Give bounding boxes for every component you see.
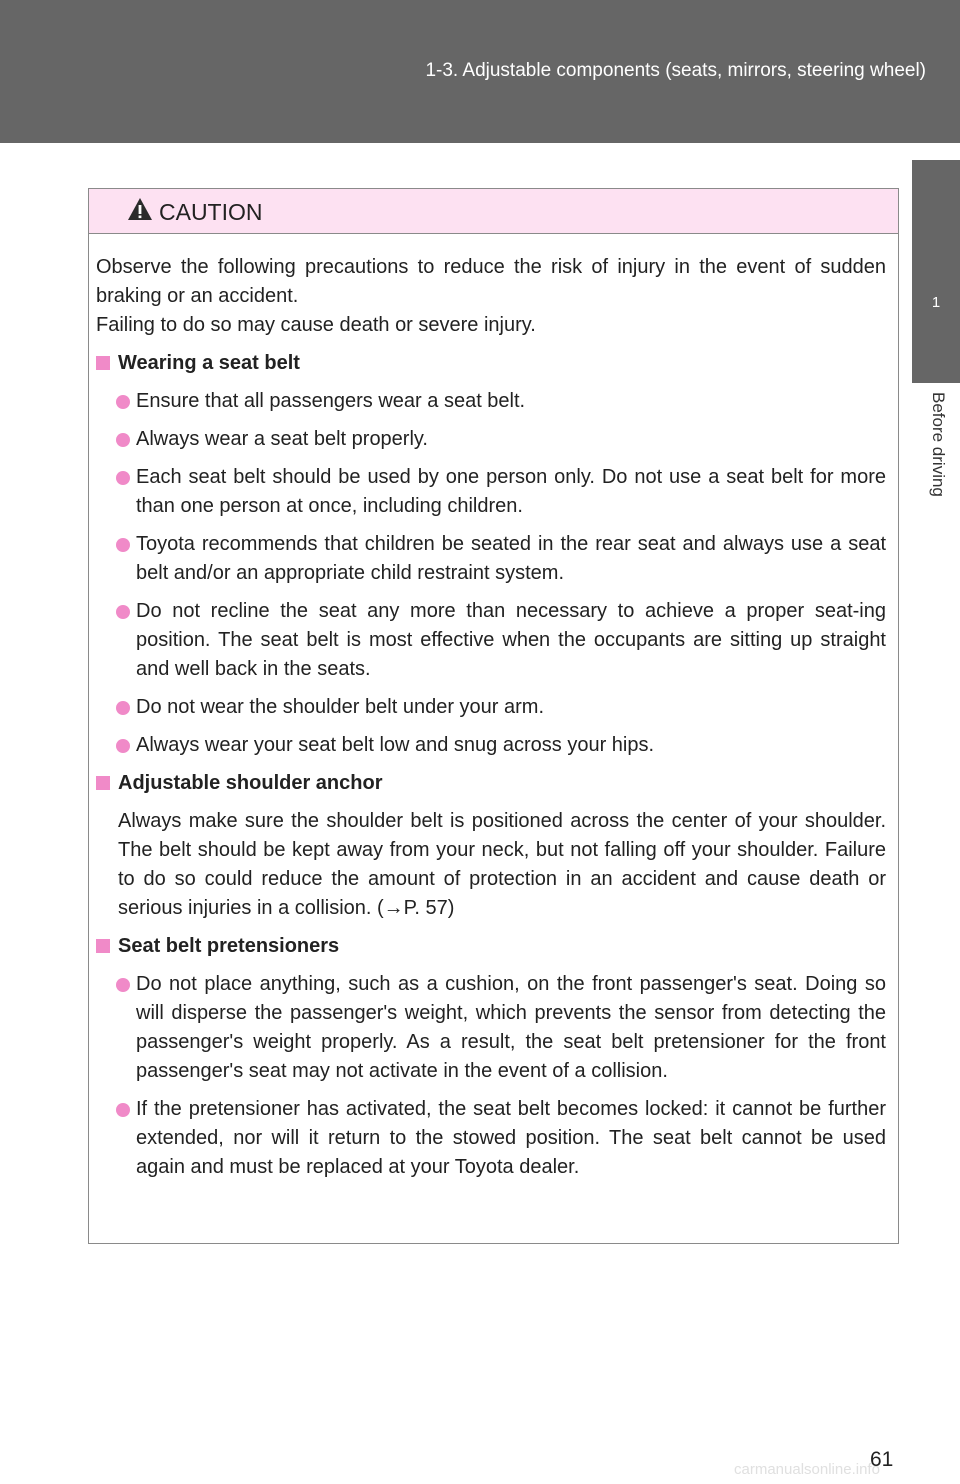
list-item: Each seat belt should be used by one person only. Do not use a seat belt for more than one person at once, including children. (96, 463, 886, 521)
square-bullet-icon (96, 356, 110, 370)
intro-text: Observe the following precautions to reduce the risk of injury in the event of sudden braking or an accident. (96, 256, 886, 307)
circle-bullet-icon (116, 739, 130, 753)
section-title: 1-3. Adjustable components (seats, mirrors, steering wheel) (425, 60, 926, 81)
circle-bullet-icon (116, 433, 130, 447)
list-item: Do not wear the shoulder belt under your arm. (96, 693, 886, 722)
caution-label: CAUTION (159, 199, 263, 225)
warning-icon (127, 196, 153, 222)
list-item: Always wear a seat belt properly. (96, 425, 886, 454)
circle-bullet-icon (116, 978, 130, 992)
chapter-label-container (920, 392, 952, 532)
list-item: Do not place anything, such as a cushion, on the front passenger's seat. Doing so will disperse the passenger's weight, which prevents the sensor from detecting the passenger's weight properly. As a result, the seat belt pretensioner for the front passenger's seat may not activate in the event of a collision. (96, 970, 886, 1086)
circle-bullet-icon (116, 538, 130, 552)
chapter-number: 1 (931, 294, 941, 311)
circle-bullet-icon (116, 1103, 130, 1117)
section-heading: Wearing a seat belt (96, 349, 886, 378)
section-heading: Adjustable shoulder anchor (96, 769, 886, 798)
chapter-tab (912, 160, 960, 383)
list-item: Do not recline the seat any more than necessary to achieve a proper seat-ing position. The seat belt is most effective when the occupants are sitting up straight and well back in the seats. (96, 597, 886, 684)
circle-bullet-icon (116, 471, 130, 485)
circle-bullet-icon (116, 701, 130, 715)
page-number: 61 (870, 1448, 894, 1471)
caution-box (88, 188, 899, 1244)
list-item: Always wear your seat belt low and snug across your hips. (96, 731, 886, 760)
section-paragraph: Always make sure the shoulder belt is positioned across the center of your shoulder. The belt should be kept away from your neck, but not falling off your shoulder. Failure to do so could reduce the amount of protection in an accident and cause death or serious injuries in a collision. (→P. 57) (118, 810, 886, 919)
circle-bullet-icon (116, 395, 130, 409)
caution-header (89, 189, 898, 234)
watermark-text: carmanualsonline.info (734, 1461, 880, 1478)
section-heading: Seat belt pretensioners (96, 932, 886, 961)
page-header (0, 0, 960, 143)
list-item: Toyota recommends that children be seated in the rear seat and always use a seat belt and/or an appropriate child restraint system. (96, 530, 886, 588)
square-bullet-icon (96, 939, 110, 953)
caution-body (96, 253, 886, 1182)
circle-bullet-icon (116, 605, 130, 619)
square-bullet-icon (96, 776, 110, 790)
chapter-label: Before driving (929, 392, 948, 497)
list-item: Ensure that all passengers wear a seat belt. (96, 387, 886, 416)
intro-text-2: Failing to do so may cause death or severe injury. (96, 314, 536, 336)
list-item: If the pretensioner has activated, the seat belt becomes locked: it cannot be further extended, nor will it return to the stowed position. The seat belt cannot be used again and must be replaced at your Toyota dealer. (96, 1095, 886, 1182)
